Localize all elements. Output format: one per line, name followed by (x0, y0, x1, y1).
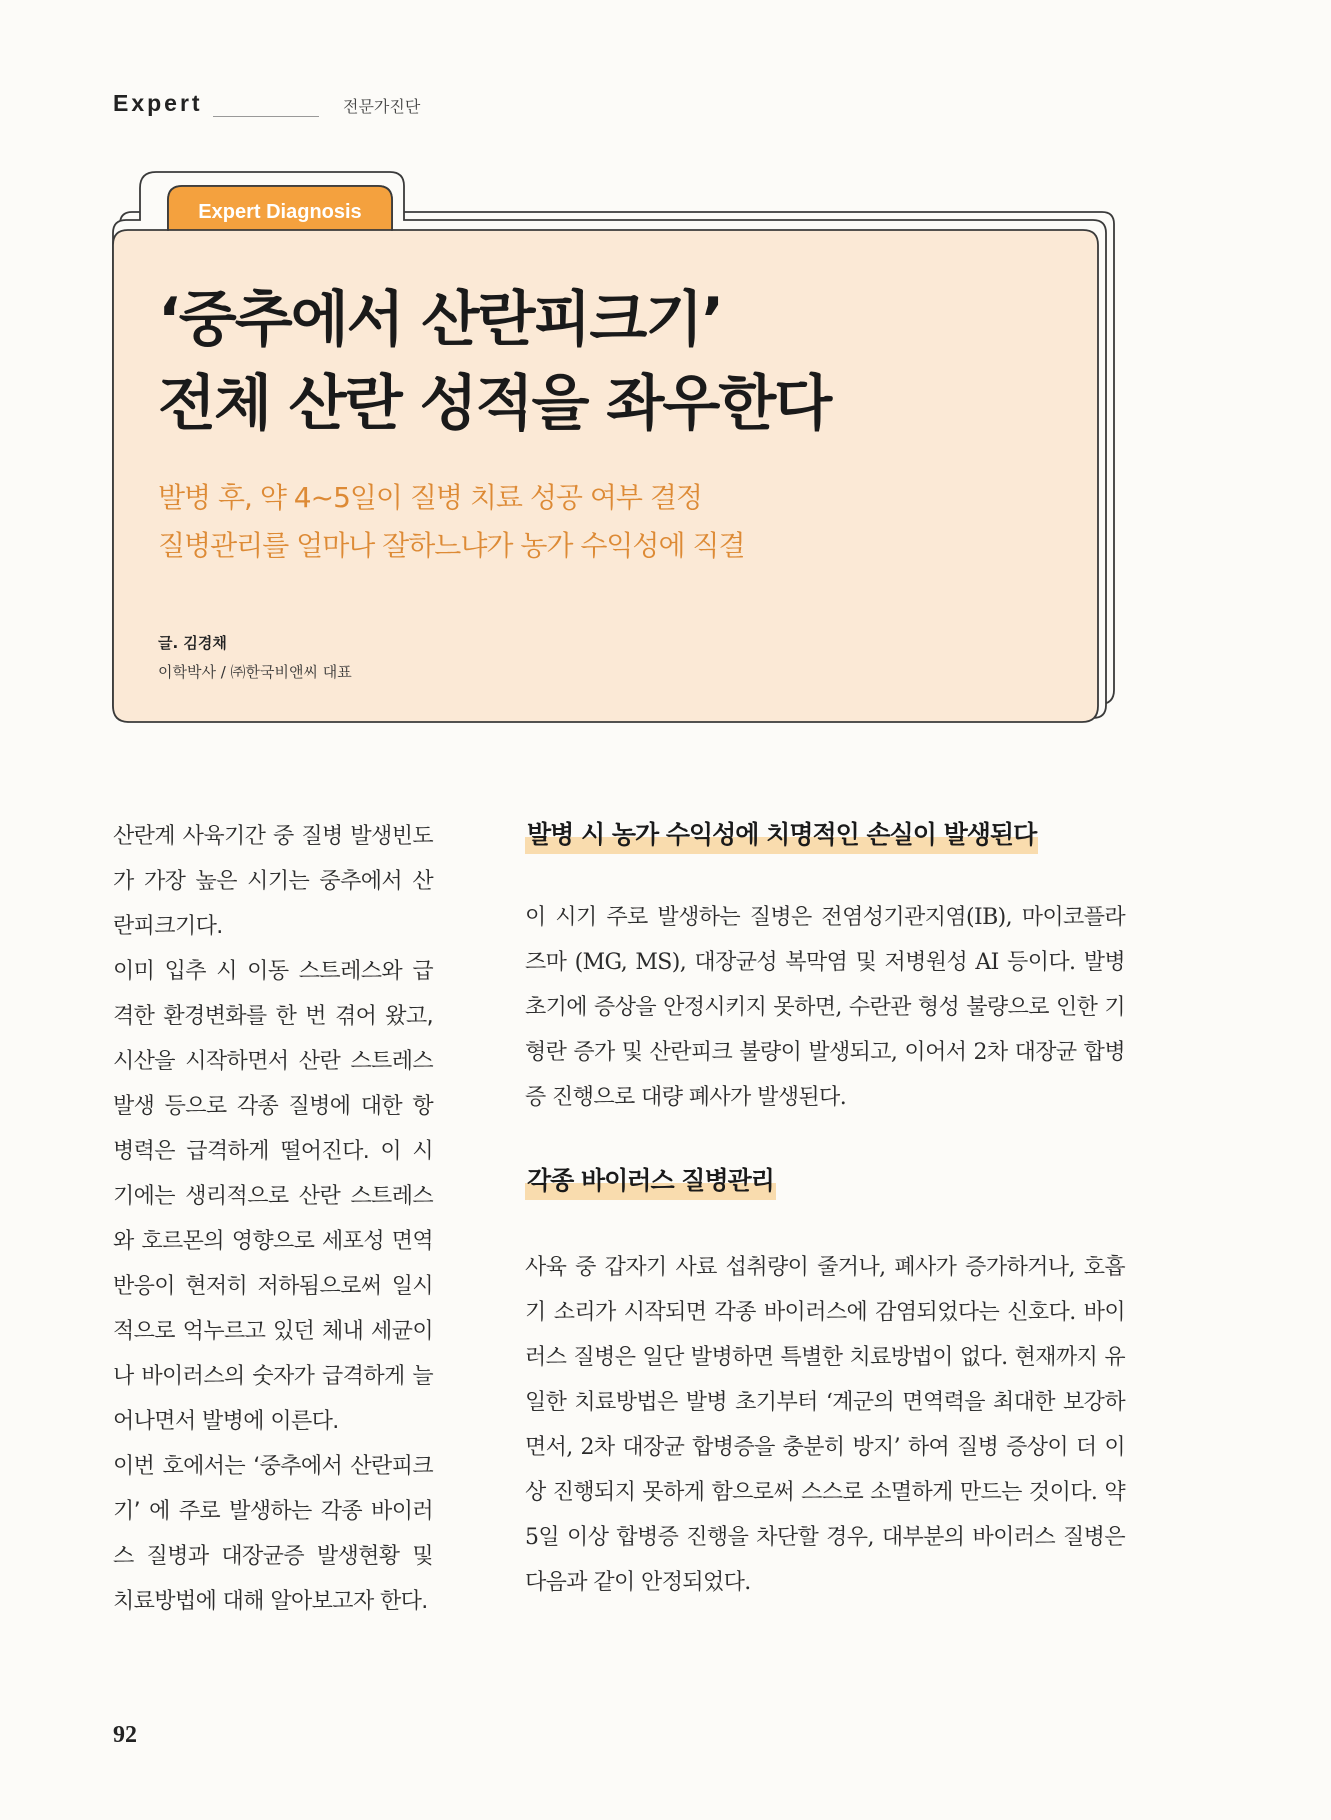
right-column (525, 814, 1125, 1605)
article-title (158, 278, 1058, 446)
left-paragraph-1: 산란계 사육기간 중 질병 발생빈도가 가장 높은 시기는 중추에서 산란피크기다. (113, 824, 433, 939)
left-paragraph-3: 이번 호에서는 ‘중추에서 산란피크기’ 에 주로 발생하는 각종 바이러스 질병과 대장균증 발생현황 및 치료방법에 대해 알아보고자 한다. (113, 1454, 433, 1614)
section-brand: Expert (113, 90, 203, 116)
title-line-2: 전체 산란 성적을 좌우한다 (158, 369, 831, 439)
left-paragraph-2: 이미 입추 시 이동 스트레스와 급격한 환경변화를 한 번 겪어 왔고, 시산을 시작하면서 산란 스트레스 발생 등으로 각종 질병에 대한 항병력은 급격하게 떨어진다. 이 시기에는 생리적으로 산란 스트레스와 호르몬의 영향으로 세포성 면역반응이 현저히 저하됨으로써 일시적으로 억누르고 있던 체내 세균이나 바이러스의 숫자가 급격하게 늘어나면서 발병에 이른다. (113, 959, 433, 1434)
author-affiliation: 이학박사 / ㈜한국비앤씨 대표 (158, 663, 352, 681)
folder-front (113, 186, 1098, 722)
page-number: 92 (113, 1722, 137, 1748)
title-line-1: ‘중추에서 산란피크기’ (158, 285, 723, 355)
section-heading-1: 발병 시 농가 수익성에 치명적인 손실이 발생된다 (525, 816, 1038, 854)
article-subtitle (158, 474, 1058, 570)
right-paragraph-1: 이 시기 주로 발생하는 질병은 전염성기관지염(IB), 마이코플라즈마 (MG, MS), 대장균성 복막염 및 저병원성 AI 등이다. 발병 초기에 증상을 안정시키지 못하면, 수란관 형성 불량으로 인한 기형란 증가 및 산란피크 불량이 발생되고, 이어서 2차 대장균 합병증 진행으로 대량 폐사가 발생된다. (525, 905, 1125, 1110)
author-name: 글. 김경채 (158, 634, 227, 652)
section-name: 전문가진단 (343, 97, 421, 116)
subtitle-line-1: 발병 후, 약 4~5일이 질병 치료 성공 여부 결정 (158, 481, 702, 514)
tab-label: Expert Diagnosis (198, 201, 362, 223)
feature-card (0, 0, 1331, 760)
right-paragraph-2: 사육 중 갑자기 사료 섭취량이 줄거나, 폐사가 증가하거나, 호흡기 소리가 시작되면 각종 바이러스에 감염되었다는 신호다. 바이러스 질병은 일단 발병하면 특별한 치료방법이 없다. 현재까지 유일한 치료방법은 발병 초기부터 ‘계군의 면역력을 최대한 보강하면서, 2차 대장균 합병증을 충분히 방지’ 하여 질병 증상이 더 이상 진행되지 못하게 함으로써 스스로 소멸하게 만드는 것이다. 약 5일 이상 합병증 진행을 차단할 경우, 대부분의 바이러스 질병은 다음과 같이 안정되었다. (525, 1255, 1125, 1595)
section-heading-2: 각종 바이러스 질병관리 (525, 1162, 776, 1200)
left-column (113, 814, 433, 1624)
subtitle-line-2: 질병관리를 얼마나 잘하느냐가 농가 수익성에 직결 (158, 529, 745, 562)
